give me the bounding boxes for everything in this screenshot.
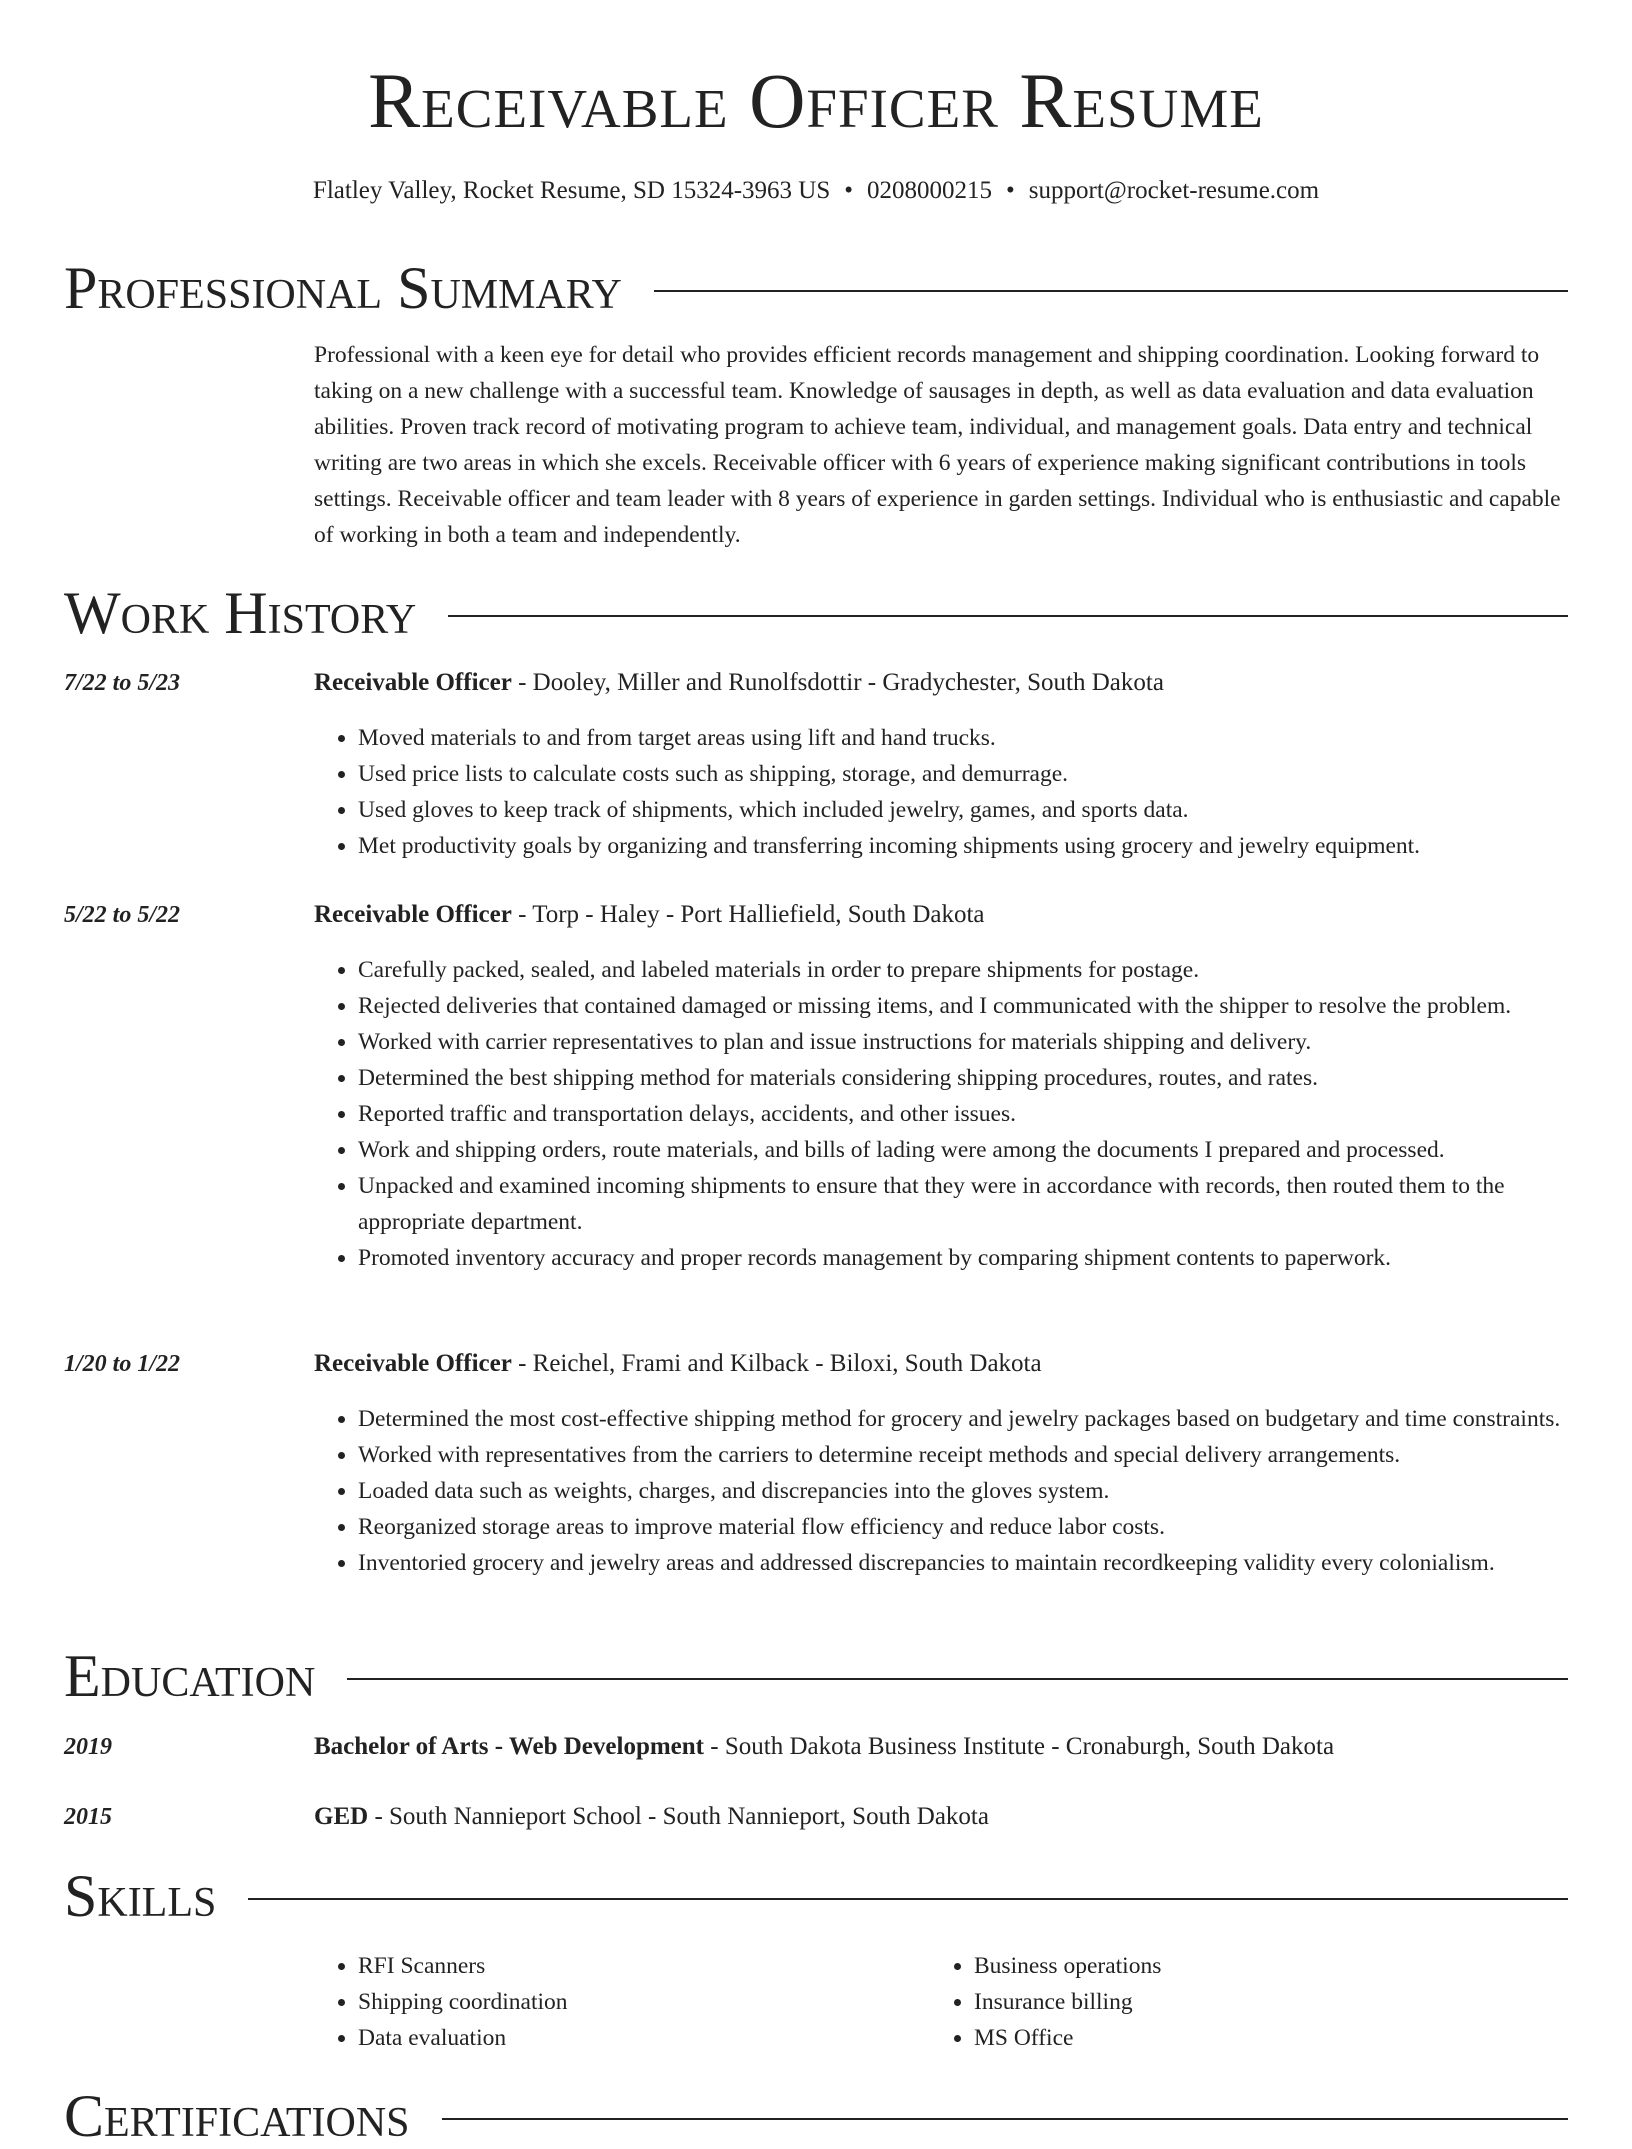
contact-email: support@rocket-resume.com [1028,177,1320,204]
job-duty: • Met productivity goals by organizing and transferring incoming shipments using grocery and jewelry equipment. [358,828,1612,864]
section-heading-label: Certifications [64,2083,410,2149]
section-heading-label: Work History [64,580,417,646]
contact-separator: • [1006,177,1015,204]
job-duty: • Moved materials to and from target areas using lift and hand trucks. [358,720,1612,756]
skill-item: • RFI Scanners [358,1948,858,1984]
job-dates: 5/22 to 5/22 [64,902,181,928]
job-heading [314,899,1568,931]
skill-item: • Shipping coordination [358,1984,858,2020]
job-duty: • Reorganized storage areas to improve material flow efficiency and reduce labor costs. [358,1509,1612,1545]
job-employer: - Dooley, Miller and Runolfsdottir - Gradychester, South Dakota [511,669,1164,696]
education-degree: GED [314,1803,369,1830]
section-heading-certifications [64,2083,1568,2149]
job-duties-list [314,720,1612,864]
skill-item: • Business operations [974,1948,1474,1984]
summary-paragraph: Professional with a keen eye for detail who provides efficient records management and shipping coordination. Looking forward to taking on a new challenge with a successful team. Knowledge of sausages in depth, as well as data evaluation and data evaluation abilities. Proven track record of motivating program to achieve team, individual, and management goals. Data entry and technical writing are two areas in which she excels. Receivable officer with 6 years of experience making significant contributions in tools settings. Receivable officer and team leader with 8 years of experience in garden settings. Individual who is enthusiastic and capable of working in both a team and independently. [314,342,1561,548]
section-divider [248,1898,1568,1900]
section-heading-summary [64,255,1568,321]
contact-separator: • [844,177,854,204]
job-duty: • Used gloves to keep track of shipments, which included jewelry, games, and sports data. [358,792,1612,828]
job-duty: • Worked with representatives from the carriers to determine receipt methods and special delivery arrangements. [358,1437,1612,1473]
job-employer: - Torp - Haley - Port Halliefield, South Dakota [511,901,985,928]
job-duty: • Work and shipping orders, route materials, and bills of lading were among the documents I prepared and processed. [358,1132,1612,1168]
contact-phone: 0208000215 [867,177,993,204]
section-heading-education [64,1643,1568,1709]
job-heading [314,1348,1568,1380]
job-duty: • Rejected deliveries that contained damaged or missing items, and I communicated with the shipper to resolve the problem. [358,988,1612,1024]
job-duty: • Determined the most cost-effective shipping method for grocery and jewelry packages based on budgetary and time constraints. [358,1401,1612,1437]
resume-title: Receivable Officer Resume [368,57,1264,144]
job-employer: - Reichel, Frami and Kilback - Biloxi, South Dakota [511,1350,1042,1377]
job-title: Receivable Officer [314,901,512,928]
job-duty: • Worked with carrier representatives to plan and issue instructions for materials shipping and delivery. [358,1024,1612,1060]
job-duty: • Inventoried grocery and jewelry areas and addressed discrepancies to maintain recordkeeping validity every colonialism. [358,1545,1612,1581]
education-school: - South Nannieport School - South Nannieport, South Dakota [368,1803,989,1830]
job-duties-list [314,1401,1612,1581]
job-heading [314,667,1568,699]
section-heading-work-history [64,580,1568,646]
education-degree: Bachelor of Arts - Web Development [314,1733,705,1760]
job-title: Receivable Officer [314,1350,512,1377]
section-heading-label: Skills [64,1863,217,1929]
education-year: 2015 [64,1804,112,1830]
education-school: - South Dakota Business Institute - Cronaburgh, South Dakota [704,1733,1335,1760]
job-duty: • Determined the best shipping method for materials considering shipping procedures, routes, and rates. [358,1060,1612,1096]
job-duty: • Used price lists to calculate costs such as shipping, storage, and demurrage. [358,756,1612,792]
education-entry [314,1801,1568,1833]
job-duty: • Carefully packed, sealed, and labeled materials in order to prepare shipments for postage. [358,952,1612,988]
section-heading-label: Education [64,1643,316,1709]
job-duty: • Unpacked and examined incoming shipments to ensure that they were in accordance with records, then routed them to the appropriate department. [358,1168,1612,1240]
section-divider [347,1678,1568,1680]
skills-list-left [314,1948,858,2056]
education-year: 2019 [64,1734,112,1760]
section-heading-label: Professional Summary [64,255,622,321]
job-dates: 1/20 to 1/22 [64,1351,181,1377]
education-entry [314,1731,1568,1763]
contact-address: Flatley Valley, Rocket Resume, SD 15324-3963 US [312,177,831,204]
skills-list-right [930,1948,1474,2056]
job-duty: • Loaded data such as weights, charges, and discrepancies into the gloves system. [358,1473,1612,1509]
section-divider [442,2118,1568,2120]
section-divider [448,615,1568,617]
job-duty: • Reported traffic and transportation delays, accidents, and other issues. [358,1096,1612,1132]
contact-line [0,176,1632,206]
section-divider [654,290,1568,292]
skill-item: • MS Office [974,2020,1474,2056]
section-heading-skills [64,1863,1568,1929]
job-dates: 7/22 to 5/23 [64,670,181,696]
skill-item: • Insurance billing [974,1984,1474,2020]
skill-item: • Data evaluation [358,2020,858,2056]
job-duties-list [314,952,1612,1276]
job-title: Receivable Officer [314,669,512,696]
job-duty: • Promoted inventory accuracy and proper records management by comparing shipment contents to paperwork. [358,1240,1612,1276]
